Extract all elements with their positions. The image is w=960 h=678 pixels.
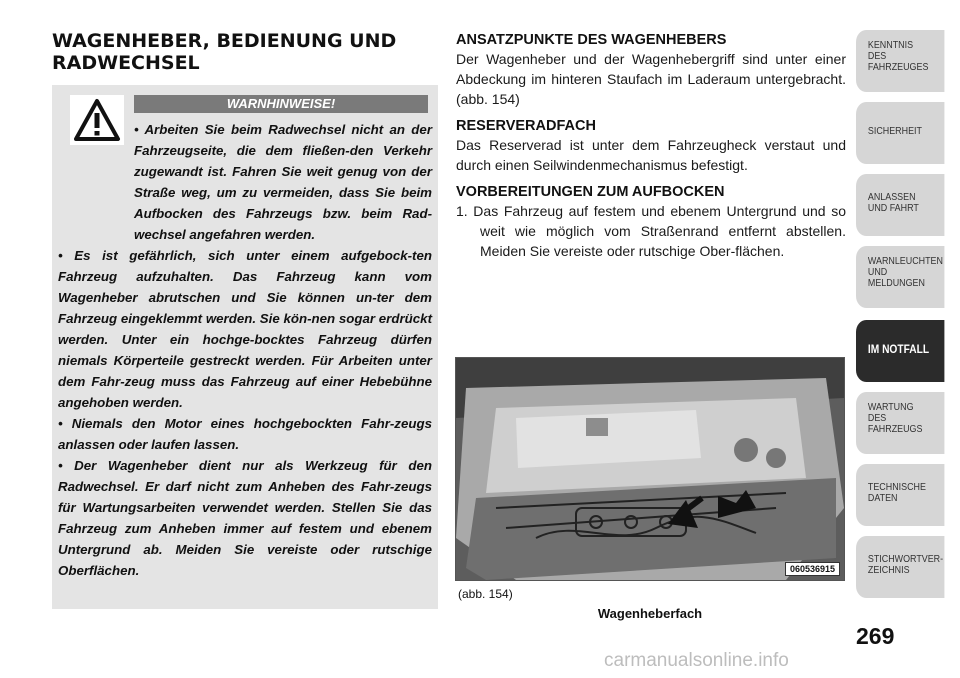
page-title: WAGENHEBER, BEDIENUNG UND RADWECHSEL — [52, 30, 397, 74]
tab-line: FAHRZEUGES — [867, 61, 929, 73]
tab-line: UND — [867, 266, 888, 278]
watermark: carmanualsonline.info — [604, 650, 789, 671]
section-text: Der Wagenheber und der Wagenhebergriff sind unter einer Abdeckung im hinteren Staufach im Laderaum untergebracht. (abb. 154) — [456, 51, 846, 107]
section-text: Das Reserverad ist unter dem Fahrzeugheck verstaut und durch einen Seilwindenmechanismus befestigt. — [456, 137, 846, 173]
section-heading: ANSATZPUNKTE DES WAGENHEBERS — [456, 32, 727, 48]
warning-paragraph: • Arbeiten Sie beim Radwechsel nicht an der Fahrzeugseite, die dem fließen-den Verkehr zugewandt ist. Fahren Sie weit genug von der Straße weg, um zu vermeiden, dass Sie beim Aufbocken des Fahrzeugs bzw. beim Rad-wechsel angefahren werden. — [134, 122, 432, 242]
figure-code: 060536915 — [785, 562, 840, 576]
section-heading: RESERVERADFACH — [456, 118, 596, 134]
photo-illustration — [456, 358, 844, 580]
tab-line: UND FAHRT — [867, 202, 919, 214]
warning-header: WARNHINWEISE! — [134, 95, 428, 113]
tab-line: WARTUNG — [867, 401, 914, 413]
tab-line: FAHRZEUGS — [867, 423, 923, 435]
warning-paragraph: • Niemals den Motor eines hochgebockten Fahr-zeugs anlassen oder laufen lassen. — [58, 416, 432, 452]
tab-line: ZEICHNIS — [867, 564, 910, 576]
figure-label: (abb. 154) — [458, 587, 513, 601]
tab-line: DATEN — [867, 492, 898, 504]
tab-line: DES — [867, 412, 887, 424]
tab-line: KENNTNIS — [867, 39, 914, 51]
section-heading: VORBEREITUNGEN ZUM AUFBOCKEN — [456, 184, 725, 200]
figure-caption: Wagenheberfach — [597, 606, 703, 621]
jack-compartment-photo — [456, 358, 844, 580]
tab-im-notfall[interactable] — [856, 320, 944, 382]
tab-kenntnis[interactable] — [856, 30, 944, 92]
warning-box — [52, 85, 438, 609]
tab-line: DES — [867, 50, 887, 62]
tab-warnleuchten[interactable] — [856, 246, 944, 308]
tab-line: TECHNISCHE — [867, 481, 926, 493]
tab-anlassen[interactable] — [856, 174, 944, 236]
tab-technische-daten[interactable] — [856, 464, 944, 526]
page-number: 269 — [856, 623, 895, 649]
warning-text — [58, 119, 432, 581]
section-list-item: 1. Das Fahrzeug auf festem und ebenem Untergrund und so weit wie möglich vom Straßenrand entfernt abstellen. Meiden Sie vereiste oder rutschige Ober-flächen. — [456, 203, 846, 259]
warning-paragraph: • Der Wagenheber dient nur als Werkzeug für den Radwechsel. Er darf nicht zum Anheben des Fahr-zeugs für Wartungsarbeiten verwendet werden. Stellen Sie das Fahrzeug zum Anheben immer auf festem und ebenem Untergrund ab. Meiden Sie vereiste oder rutschige Oberflächen. — [58, 458, 432, 578]
tab-line: STICHWORTVER- — [867, 553, 944, 565]
tab-stichwortverzeichnis[interactable] — [856, 536, 944, 598]
warning-paragraph: • Es ist gefährlich, sich unter einem aufgebock-ten Fahrzeug aufzuhalten. Das Fahrzeug kann vom Wagenheber abrutschen und Sie können un-ter dem Fahrzeug eingeklemmt werden. Sie kön-nen sogar erdrückt werden. Unter ein hochge-bocktes Fahrzeug dürfen niemals Körperteile gestreckt werden. Für Arbeiten unter dem Fahr-zeug muss das Fahrzeug auf einer Hebebühne angehoben werden. — [58, 248, 432, 410]
tab-sicherheit[interactable] — [856, 102, 944, 164]
tab-line: ANLASSEN — [867, 191, 916, 203]
tab-line: MELDUNGEN — [867, 277, 925, 289]
right-column — [456, 31, 846, 269]
tab-line: SICHERHEIT — [867, 125, 922, 137]
tab-line: IM NOTFALL — [867, 342, 930, 356]
tab-wartung[interactable] — [856, 392, 944, 454]
tab-line: WARNLEUCHTEN — [867, 255, 943, 267]
